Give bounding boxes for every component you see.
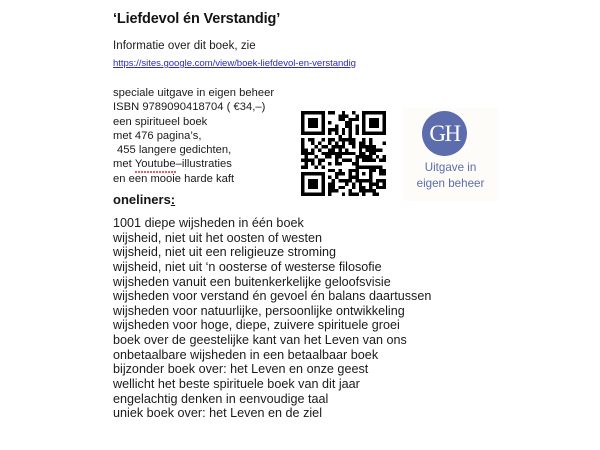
spellcheck-word: Youtube [134,158,176,171]
oneliner-item: uniek boek over: het Leven en de ziel [113,406,323,421]
info-label: Informatie over dit boek, zie [113,40,256,52]
oneliner-item: wijsheid, niet uit ‘n oosterse of westerse filosofie [113,259,382,274]
oneliner-item: 1001 diepe wijsheden in één boek [113,216,304,230]
book-isbn-line: ISBN 9789090418704 ( €34,–) [113,101,266,114]
book-detail-line: en een mooie harde kaft [113,172,235,185]
oneliners-heading-text: oneliners [113,192,171,207]
oneliner-item: wijsheid, niet uit het oosten of westen [113,230,323,245]
qr-code[interactable] [301,111,386,196]
oneliner-item: boek over de geestelijke kant van het Leven van ons [113,333,407,348]
book-website-link[interactable]: https://sites.google.com/view/boek-liefdevol-en-verstandig [113,58,356,69]
oneliners-heading [113,192,175,207]
oneliner-item: engelachtig denken in eenvoudige taal [113,391,329,406]
book-detail-line: 455 langere gedichten, [117,144,232,157]
oneliner-item: wijsheden voor hoge, diepe, zuivere spirituele groei [113,318,400,333]
oneliner-item: wijsheden voor verstand én gevoel én balans daartussen [113,289,432,304]
publisher-caption-line2: eigen beheer [416,176,485,190]
page-title: ‘Liefdevol én Verstandig’ [113,11,281,27]
publisher-monogram: GH [429,121,460,146]
book-detail-line: met 476 pagina’s, [113,129,202,142]
publisher-logo-circle [422,111,467,156]
book-youtube-line [113,157,274,171]
youtube-line-suffix: –illustraties [175,158,232,171]
book-details-block [113,86,274,186]
oneliner-item: onbetaalbare wijsheden in een betaalbaar boek [113,347,379,362]
publisher-logo-caption [403,160,498,191]
oneliner-item: wijsheden voor natuurlijke, persoonlijke ontwikkeling [113,303,405,318]
publisher-logo [403,108,498,201]
youtube-line-prefix: met [113,158,135,171]
book-detail-line: speciale uitgave in eigen beheer [113,87,275,99]
oneliner-item: bijzonder boek over: het Leven en onze geest [113,362,369,377]
book-detail-line: een spiritueel boek [113,115,208,128]
publisher-caption-line1: Uitgave in [424,161,477,174]
oneliner-item: wellicht het beste spirituele boek van dit jaar [113,377,360,392]
oneliner-item: wijsheden vanuit een buitenkerkelijke geloofsvisie [113,274,391,289]
oneliners-list [113,216,431,421]
oneliners-heading-colon: : [170,192,176,207]
qr-code-image [301,111,386,196]
oneliner-item: wijsheid, niet uit een religieuze stroming [113,245,337,260]
